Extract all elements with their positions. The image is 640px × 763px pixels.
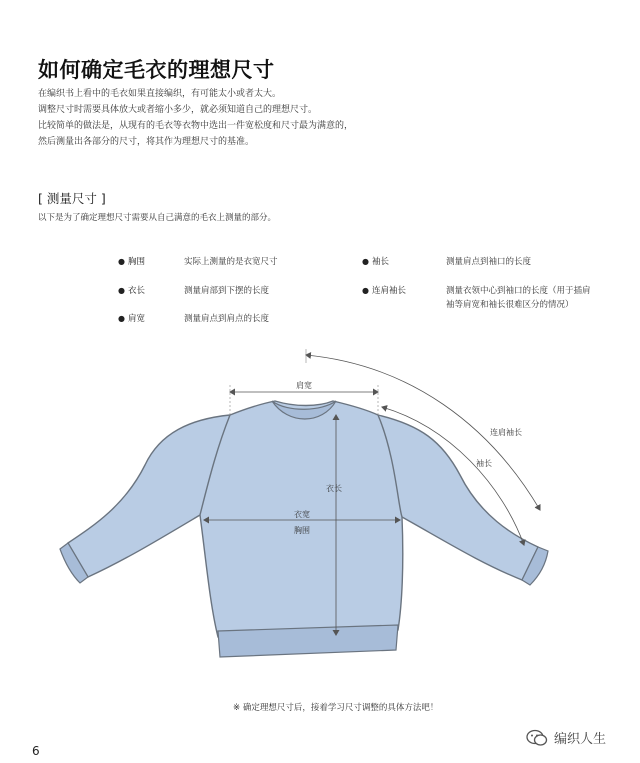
- footnote: ※ 确定理想尺寸后，接着学习尺寸调整的具体方法吧！: [233, 703, 439, 713]
- measure-label-sleeve: ● 袖长: [362, 255, 389, 267]
- label-raglan: 连肩袖长: [490, 428, 522, 437]
- section-heading: [ 测量尺寸 ]: [38, 191, 106, 206]
- sweater-outline: [68, 401, 538, 637]
- label-length: 衣长: [326, 484, 342, 493]
- hem-rib: [218, 625, 398, 657]
- measure-desc-raglan: 测量衣领中心到袖口的长度（用于插肩袖等肩宽和袖长很难区分的情况）: [446, 286, 591, 310]
- measure-label-chest: ● 胸围: [118, 255, 145, 267]
- intro-line: 在编织书上看中的毛衣如果直接编织，有可能太小或者太大。: [38, 89, 282, 99]
- measure-desc-length: 测量肩部到下摆的长度: [184, 286, 270, 296]
- measure-desc-shoulder: 测量肩点到肩点的长度: [184, 314, 270, 324]
- label-chest: 胸围: [294, 526, 310, 535]
- wechat-icon: [526, 729, 548, 747]
- measure-desc-sleeve: 测量肩点到袖口的长度: [446, 257, 532, 267]
- intro-line: 然后测量出各部分的尺寸，将其作为理想尺寸的基准。: [38, 137, 255, 147]
- measure-label-raglan: ● 连肩袖长: [362, 284, 406, 296]
- measure-label-shoulder: ● 肩宽: [118, 312, 145, 324]
- sweater-diagram: [50, 345, 560, 675]
- label-width: 衣宽: [294, 510, 310, 519]
- label-shoulder: 肩宽: [296, 381, 312, 390]
- intro-line: 比较简单的做法是，从现有的毛衣等衣物中选出一件宽松度和尺寸最为满意的，: [38, 121, 354, 131]
- label-sleeve: 袖长: [476, 459, 492, 468]
- measure-label-length: ● 衣长: [118, 284, 145, 296]
- watermark-text: 编织人生: [554, 732, 607, 747]
- page-title: 如何确定毛衣的理想尺寸: [38, 57, 275, 82]
- watermark: [526, 728, 606, 747]
- intro-paragraph: [38, 86, 353, 150]
- page-number: 6: [32, 744, 40, 758]
- measure-desc-chest: 实际上测量的是衣宽尺寸: [184, 257, 278, 267]
- section-subtitle: 以下是为了确定理想尺寸需要从自己满意的毛衣上测量的部分。: [38, 213, 277, 223]
- intro-line: 调整尺寸时需要具体放大或者缩小多少，就必须知道自己的理想尺寸。: [38, 105, 318, 115]
